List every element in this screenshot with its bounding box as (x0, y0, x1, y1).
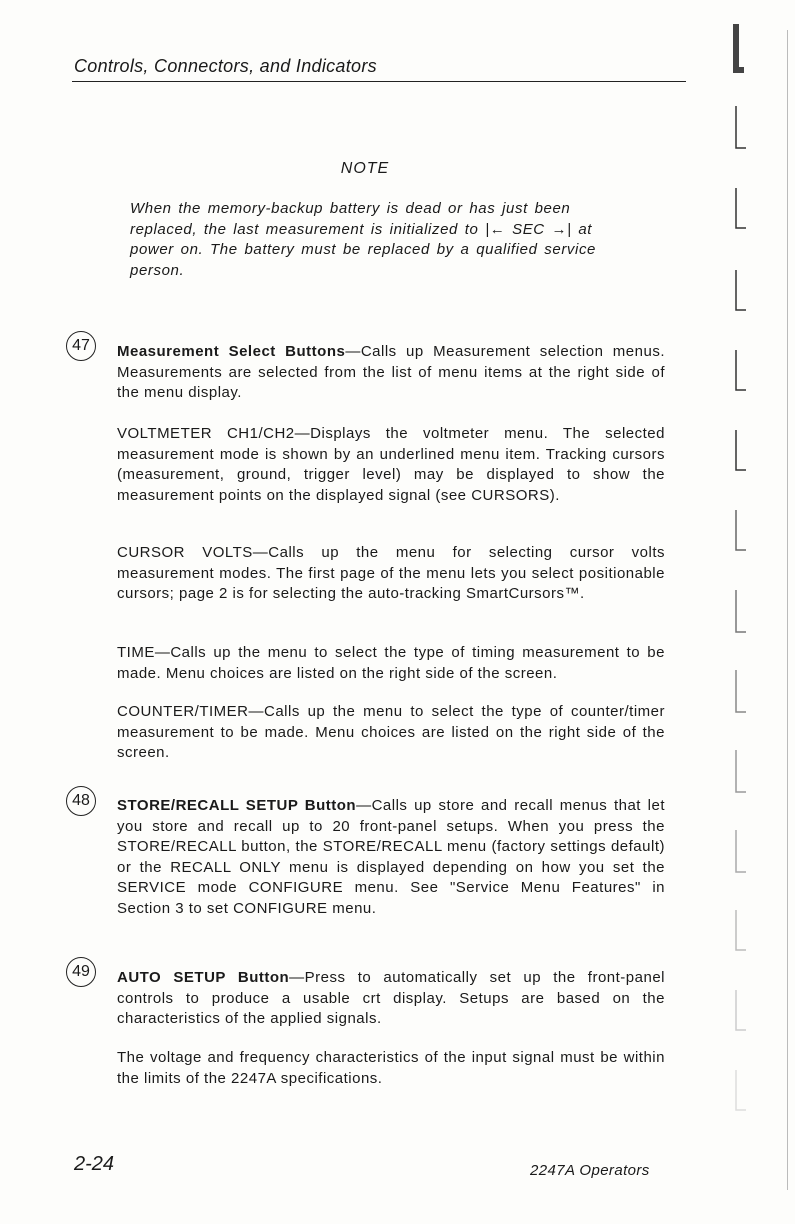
item-48-heading: STORE/RECALL SETUP Button (117, 797, 357, 814)
callout-47: 47 (66, 331, 96, 361)
callout-48: 48 (66, 786, 96, 816)
section-title: Controls, Connectors, and Indicators (74, 56, 377, 76)
item-49-body: —Press to automatically set up the front-panel controls to produce a usable crt display. Setups are based on the characteristics of the applied signals. (117, 969, 666, 1027)
item-49-heading: AUTO SETUP Button (117, 969, 290, 986)
time-heading: TIME (117, 644, 155, 661)
callout-49: 49 (66, 957, 96, 987)
cursor-volts-body: —Calls up the menu for selecting cursor volts measurement modes. The first page of the menu lets you select positionable cursors; page 2 is for selecting the auto-tracking SmartCursors™. (117, 544, 665, 602)
time-description (117, 643, 665, 684)
counter-timer-body: —Calls up the menu to select the type of counter/timer measurement to be made. Menu choices are listed on the right side of the screen. (117, 703, 665, 761)
cursor-volts-description (117, 543, 665, 605)
note-title: NOTE (340, 160, 390, 177)
item-48-body: —Calls up store and recall menus that let you store and recall up to 20 front-panel setups. When you press the STORE/RECALL button, the STORE/RECALL menu (factory settings default) or the RECALL ONLY menu is displayed depending on how you set the SERVICE mode CONFIGURE menu. See "Service Menu Features" in Section 3 to set CONFIGURE menu. (117, 797, 665, 917)
page-edge-tab-marks (732, 20, 792, 1210)
manual-title: 2247A Operators (530, 1162, 650, 1179)
item-49-extra: The voltage and frequency characteristics of the input signal must be within the limits of the 2247A specifications. (117, 1049, 665, 1087)
item-47-body: —Calls up Measurement selection menus. Measurements are selected from the list of menu items at the right side of the menu display. (117, 343, 665, 401)
item-48-description (117, 796, 665, 919)
item-47-heading: Measurement Select Buttons (117, 343, 346, 360)
header-rule (72, 81, 686, 82)
voltmeter-body: —Displays the voltmeter menu. The selected measurement mode is shown by an underlined menu item. Tracking cursors (measurement, ground, trigger level) may be displayed to show the measurement points on the displayed signal (see CURSORS). (117, 425, 665, 504)
item-47-description (117, 342, 665, 404)
note-text: When the memory-backup battery is dead or has just been replaced, the last measurement is initialized to |← SEC →| at power on. The battery must be replaced by a qualified service person. (130, 200, 596, 279)
cursor-volts-heading: CURSOR VOLTS (117, 544, 253, 561)
counter-timer-description (117, 702, 665, 764)
voltmeter-heading: VOLTMETER CH1/CH2 (117, 425, 295, 442)
counter-timer-heading: COUNTER/TIMER (117, 703, 249, 720)
time-body: —Calls up the menu to select the type of timing measurement to be made. Menu choices are listed on the right side of the screen. (117, 644, 665, 682)
voltmeter-description (117, 424, 665, 506)
page-number: 2-24 (74, 1153, 115, 1175)
item-49-description (117, 968, 665, 1030)
